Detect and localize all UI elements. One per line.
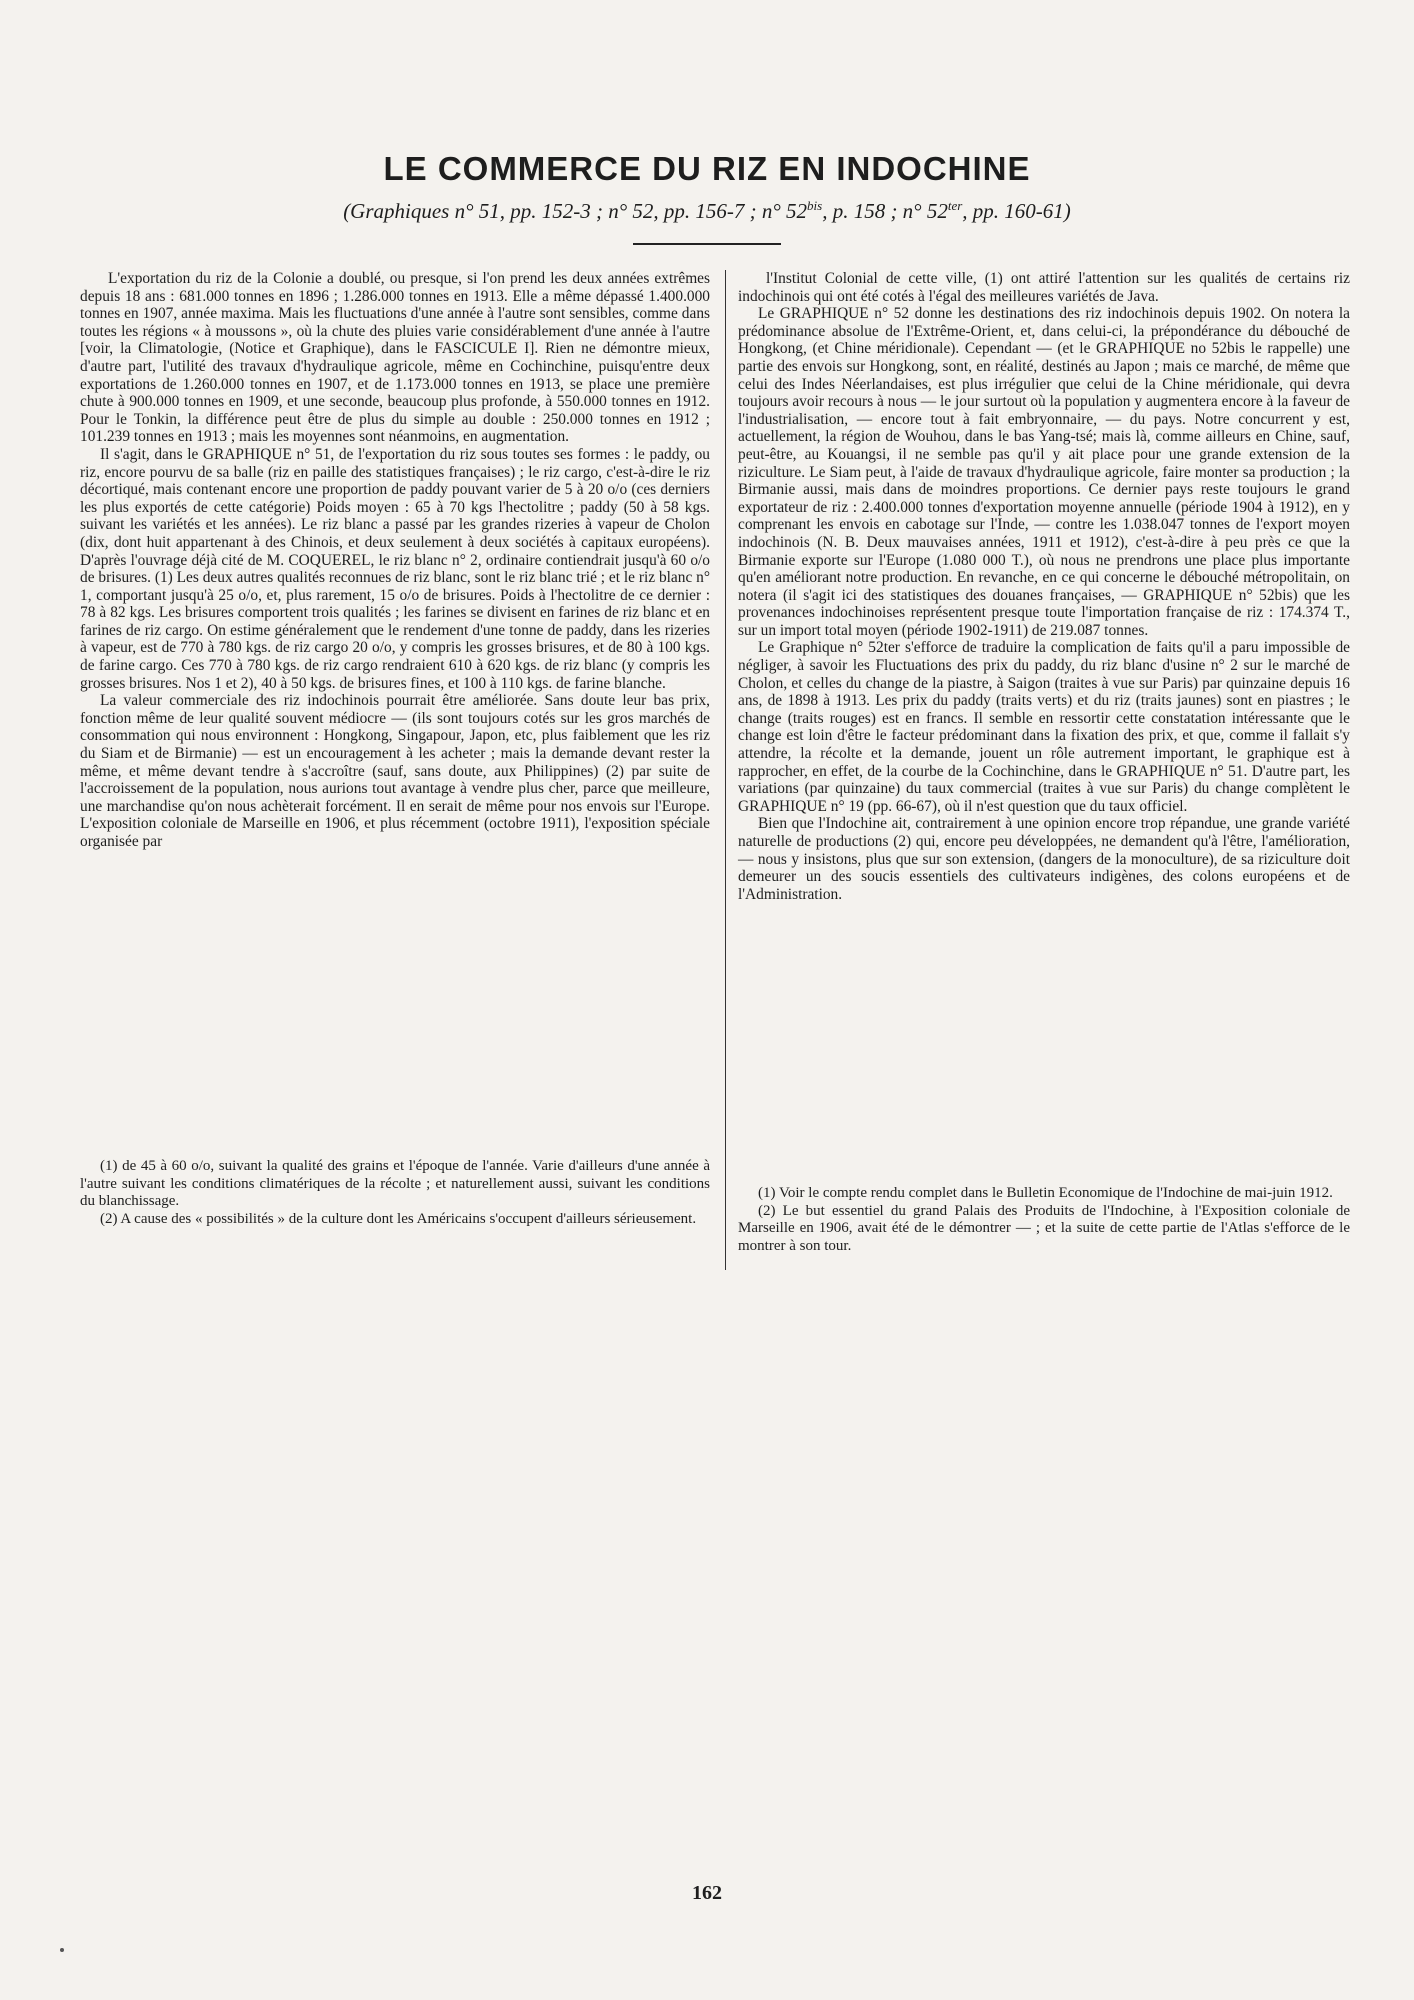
subtitle-sup-1: bis: [807, 198, 823, 213]
left-paragraph: L'exportation du riz de la Colonie a doublé, ou presque, si l'on prend les deux années extrêmes depuis 18 ans : 681.000 tonnes en 1896 ; 1.286.000 tonnes en 1913. Elle a même dépassé 1.400.000 tonnes en 1907, année maxima. Mais les fluctuations d'une année à l'autre sont sensibles, comme dans toutes les régions « à moussons », où la chute des pluies varie considérablement d'une année à l'autre [voir, la Climatologie, (Notice et Graphique), dans le FASCICULE I]. Rien ne démontre mieux, d'autre part, l'utilité des travaux d'hydraulique agricole, même en Cochinchine, puisqu'entre deux exportations de 1.260.000 tonnes en 1907, et de 1.173.000 tonnes en 1913, se place une première chute à 900.000 tonnes en 1909, et une seconde, beaucoup plus profonde, à 550.000 tonnes en 1912. Pour le Tonkin, la différence peut être de plus du simple au double : 250.000 tonnes en 1912 ; 101.239 tonnes en 1913 ; mais les moyennes sont néanmoins, en augmentation.: [80, 270, 710, 446]
left-paragraph: Il s'agit, dans le GRAPHIQUE n° 51, de l'exportation du riz sous toutes ses formes : le paddy, ou riz, encore pourvu de sa balle (riz en paille des statistiques françaises) ; le riz cargo, c'est-à-dire le riz décortiqué, mais contenant encore une proportion de paddy pouvant varier de 5 à 20 o/o (ces derniers les plus exportés de cette catégorie) Poids moyen : 65 à 70 kgs l'hectolitre ; paddy (50 à 58 kgs. suivant les variétés et les années). Le riz blanc a passé par les grandes rizeries à vapeur de Cholon (dix, dont huit appartenant à des Chinois, et deux seulement à deux sociétés à capitaux européens). D'après l'ouvrage déjà cité de M. COQUEREL, le riz blanc n° 2, ordinaire contiendrait jusqu'à 60 o/o de brisures. (1) Les deux autres qualités reconnues de riz blanc, sont le riz blanc trié ; et le riz blanc n° 1, comportant jusqu'à 25 o/o, et, plus rarement, 15 o/o de brisures. Poids à l'hectolitre de ce dernier : 78 à 82 kgs. Les brisures comportent trois qualités ; les farines se divisent en farines de riz blanc et en farines de riz cargo. On estime généralement que le rendement d'une tonne de paddy, dans les rizeries à vapeur, est de 770 à 780 kgs. de riz cargo 20 o/o, y compris les grosses brisures, et de 80 à 100 kgs. de farine cargo. Ces 770 à 780 kgs. de riz cargo rendraient 610 à 620 kgs. de riz blanc (y compris les grosses brisures. Nos 1 et 2), 40 à 50 kgs. de brisures fines, et 100 à 110 kgs. de farine blanche.: [80, 445, 710, 692]
subtitle-part-1: (Graphiques n° 51, pp. 152-3 ; n° 52, pp. 156-7 ; n° 52: [343, 199, 808, 223]
subtitle-part-3: , pp. 160-61): [962, 199, 1071, 223]
right-footnotes: [738, 1185, 1350, 1255]
left-paragraph: La valeur commerciale des riz indochinois pourrait être améliorée. Sans doute leur bas prix, fonction même de leur qualité souvent médiocre — (ils sont toujours cotés sur les gros marchés de consommation qui nous environnent : Hongkong, Singapour, Japon, etc, plus faiblement que les riz du Siam et de Birmanie) — est un encouragement à les acheter ; mais la demande devant rester la même, et même devant tendre à s'accroître (sauf, sans doute, aux Philippines) (2) par suite de l'accroissement de la population, nous aurions tout avantage à vendre plus cher, parce que meilleure, une marchandise qu'on nous achèterait forcément. Il en serait de même pour nos envois sur l'Europe. L'exposition coloniale de Marseille en 1906, et plus récemment (octobre 1911), l'exposition spéciale organisée par: [80, 692, 710, 850]
title-rule: [633, 243, 781, 245]
left-column: [80, 270, 710, 851]
page-title: LE COMMERCE DU RIZ EN INDOCHINE: [383, 150, 1031, 187]
right-paragraph: Le Graphique n° 52ter s'efforce de traduire la complication de faits qu'il a paru impossible de négliger, à savoir les Fluctuations des prix du paddy, du riz blanc d'usine n° 2 sur le marché de Cholon, et celles du change de la piastre, à Saigon (traites à vue sur Paris) par quinzaine depuis 16 ans, de 1898 à 1913. Les prix du paddy (traits verts) et du riz (traits jaunes) sont en piastres ; le change (traits rouges) est en francs. Il semble en ressortir cette constatation intéressante que le change est loin d'être le facteur prédominant dans la fixation des prix, et que, comme il fallait s'y attendre, la récolte et la demande, jouent un rôle autrement important, le graphique est à rapprocher, en effet, de la courbe de la Cochinchine, dans le GRAPHIQUE n° 51. D'autre part, les variations (par quinzaine) du taux commercial (traites à vue sur Paris) du change complètent le GRAPHIQUE n° 19 (pp. 66-67), où il n'est question que du taux officiel.: [738, 639, 1350, 815]
footnote: (2) A cause des « possibilités » de la culture dont les Américains s'occupent d'ailleurs sérieusement.: [100, 1210, 697, 1227]
right-paragraph: Bien que l'Indochine ait, contrairement à une opinion encore trop répandue, une grande variété naturelle de productions (2) qui, encore peu développées, ne demandent qu'à l'être, l'amélioration, — nous y insistons, plus que sur son extension, (dangers de la monoculture), de sa riziculture doit demeurer un des soucis essentiels des cultivateurs indigènes, des colons européens et de l'Administration.: [738, 815, 1350, 903]
page-subtitle: [0, 198, 1414, 224]
footnote: (2) Le but essentiel du grand Palais des Produits de l'Indochine, à l'Exposition coloniale de Marseille en 1906, avait été de le démontrer — ; et la suite de cette partie de l'Atlas s'efforce de le montrer à son tour.: [738, 1202, 1350, 1254]
print-mark: [60, 1948, 64, 1952]
subtitle-sup-2: ter: [947, 198, 963, 213]
right-column: [738, 270, 1350, 903]
footnote: (1) de 45 à 60 o/o, suivant la qualité des grains et l'époque de l'année. Varie d'ailleurs d'une année à l'autre suivant les conditions climatériques de la récolte ; et naturellement aussi, suivant les conditions du blanchissage.: [80, 1158, 710, 1210]
footnote: (1) Voir le compte rendu complet dans le Bulletin Economique de l'Indochine de mai-juin 1912.: [758, 1185, 1333, 1201]
left-footnotes: [80, 1158, 710, 1228]
subtitle-part-2: , p. 158 ; n° 52: [822, 199, 948, 223]
column-divider: [725, 270, 726, 1270]
right-paragraph: Le GRAPHIQUE n° 52 donne les destinations des riz indochinois depuis 1902. On notera la prédominance absolue de l'Extrême-Orient, et, dans celui-ci, la prépondérance du débouché de Hongkong, (et Chine méridionale). Cependant — (et le GRAPHIQUE no 52bis le rappelle) une partie des envois sur Hongkong, sont, en réalité, destinés au Japon ; mais ce marché, de même que celui des Indes Néerlandaises, est plus irrégulier que celui de la Chine méridionale, qui devra toujours avoir recours à nous — le jour surtout où la population y augmentera encore à la faveur de l'industrialisation, — encore tout à fait embryonnaire, — du pays. Notre concurrent y est, actuellement, la région de Wouhou, dans le bas Yang-tsé; mais là, comme ailleurs en Chine, sauf, peut-être, au Kouangsi, il ne semble pas qu'il y ait place pour une grande extension de la riziculture. Le Siam peut, à l'aide de travaux d'hydraulique agricole, faire monter sa production ; la Birmanie aussi, mais dans de moindres proportions. Ce dernier pays reste toujours le grand exportateur de riz : 2.400.000 tonnes d'exportation moyenne annuelle (période 1904 à 1912), en y comprenant les envois en cabotage sur l'Inde, — contre les 1.038.047 tonnes de l'export moyen indochinois (N. B. Deux mauvaises années, 1911 et 1912), c'est-à-dire à peu près ce que la Birmanie exporte sur l'Europe (1.080 000 T.), où nous ne prendrons une place plus importante qu'en améliorant notre production. En revanche, en ce qui concerne le débouché métropolitain, on notera (il s'agit ici des statistiques des douanes françaises, — GRAPHIQUE n° 52bis) que les provenances indochinoises représentent presque toute l'importation française de riz : 174.374 T., sur un import total moyen (période 1902-1911) de 219.087 tonnes.: [738, 305, 1350, 639]
page-number: 162: [692, 1882, 722, 1904]
right-paragraph: l'Institut Colonial de cette ville, (1) ont attiré l'attention sur les qualités de certains riz indochinois qui ont été cotés à l'égal des meilleures variétés de Java.: [738, 270, 1350, 305]
